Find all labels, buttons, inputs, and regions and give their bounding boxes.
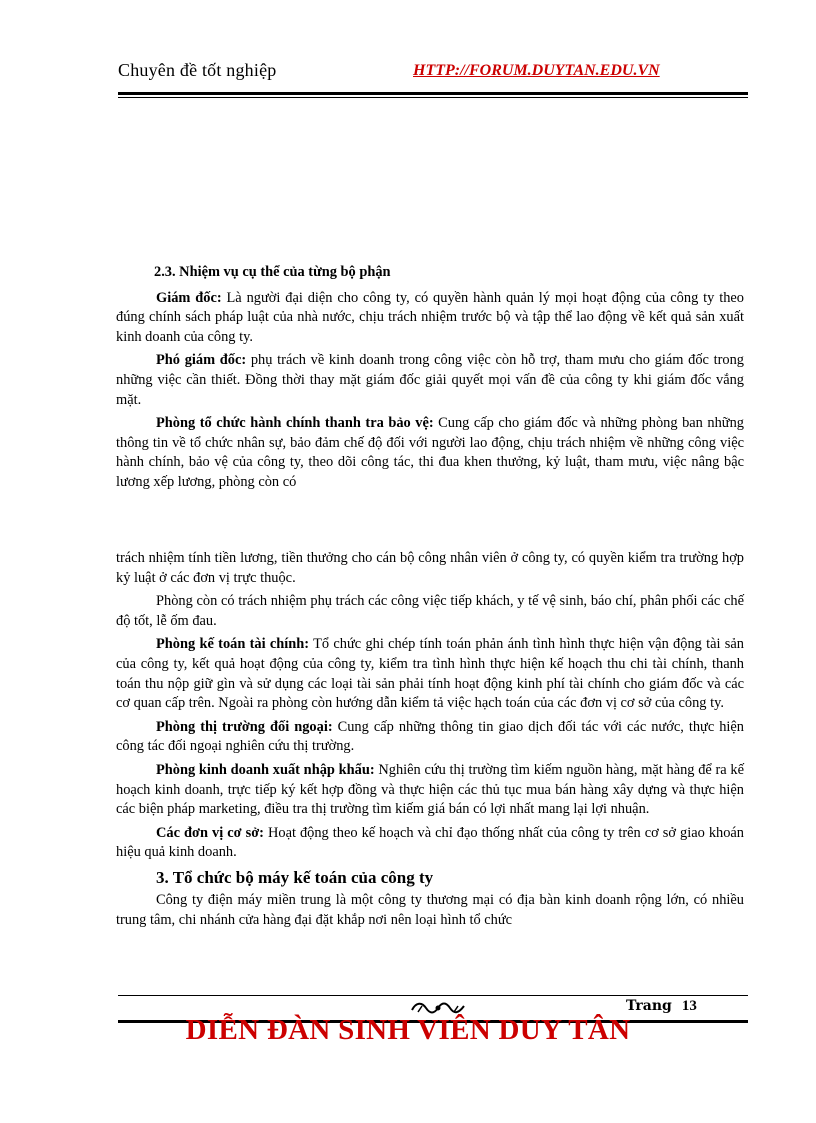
paragraph-giam-doc	[116, 289, 744, 348]
header-rule-thick	[118, 92, 748, 95]
forum-url-link[interactable]: HTTP://FORUM.DUYTAN.EDU.VN	[413, 62, 660, 79]
term-label: Phòng kinh doanh xuất nhập khẩu:	[156, 761, 375, 778]
term-label: Phòng kế toán tài chính:	[156, 636, 310, 653]
paragraph-phong-ke-toan	[116, 635, 744, 713]
term-label: Giám đốc:	[156, 289, 222, 306]
section-heading: 2.3. Nhiệm vụ cụ thể của từng bộ phận	[154, 264, 391, 280]
paragraph-phong-kinh-doanh	[116, 761, 744, 820]
paragraph-text: Là người đại diện cho công ty, có quyền hành quản lý mọi hoạt động của công ty theo đúng chính sách pháp luật của nhà nước, chịu trách nhiệm trước bộ và tập thể lao động về kết quả sản xuất kinh doanh của công ty.	[116, 289, 744, 345]
paragraph-text: phụ trách về kinh doanh trong công việc còn hỗ trợ, tham mưu cho giám đốc trong những việc cần thiết. Đồng thời thay mặt giám đốc giải quyết mọi vấn đề của công ty khi giám đốc vắng mặt.	[116, 352, 744, 408]
term-label: Phó giám đốc:	[156, 352, 247, 369]
page-number-value: 13	[681, 998, 697, 1014]
page-label: Trang	[626, 998, 672, 1014]
page-number	[626, 998, 697, 1015]
paragraph-text: Cung cấp những thông tin giao dịch đối tác với các nước, thực hiện công tác đối ngoại nghiên cứu thị trường.	[116, 718, 745, 755]
footer-rule-thin	[118, 995, 748, 996]
paragraph-cong-ty: Công ty điện máy miền trung là một công ty thương mại có địa bàn kinh doanh rộng lớn, có nhiều trung tâm, chi nhánh cửa hàng đại đặt khắp nơi nên loại hình tổ chức	[116, 891, 744, 928]
section-2-3	[116, 263, 744, 497]
header-rule-thin	[118, 97, 748, 98]
paragraph-text: Cung cấp cho giám đốc và những phòng ban những thông tin về tổ chức nhân sự, bảo đảm chế độ đối với người lao động, chịu trách nhiệm về những công việc hành chính, bảo vệ của công ty, theo dõi công tác, thi đua khen thưởng, kỷ luật, tham mưu, việc nâng bậc lương xếp lương, phòng còn có	[116, 415, 744, 490]
paragraph-phong-con: Phòng còn có trách nhiệm phụ trách các công việc tiếp khách, y tế vệ sinh, báo chí, phân phối các chế độ tốt, lễ ốm đau.	[116, 593, 744, 629]
paragraph-text: Nghiên cứu thị trường tìm kiếm nguồn hàng, mặt hàng để ra kế hoạch kinh doanh, trực tiếp ký kết hợp đồng và thực hiện các thủ tục mua bán hàng xây dựng và thực hiện các biện pháp marketing, điều tra thị trường tìm kiếm giá bán có lợi nhất mang lại lợi nhuận.	[116, 761, 744, 818]
paragraph-text: Tổ chức ghi chép tính toán phản ánh tình hình thực hiện vận động tài sản của công ty, kết quả hoạt động của công ty, kiểm tra tình hình thực hiện kế hoạch thu chi tài chính, thanh toán thu nộp giữ gìn và sử dụng các loại tài sản phải tính hoạt động kinh phí tài chính cho giám đốc và các cơ quan cấp trên. Ngoài ra phòng còn hướng dẫn kiểm tả việc hạch toán của các đơn vị cơ sở của công ty.	[116, 636, 744, 712]
section-3-heading: 3. Tổ chức bộ máy kế toán của công ty	[156, 867, 434, 887]
paragraph-pho-giam-doc	[116, 351, 744, 410]
document-title: Chuyên đề tốt nghiệp	[118, 60, 277, 80]
term-label: Các đơn vị cơ sở:	[156, 824, 264, 841]
term-label: Phòng tổ chức hành chính thanh tra bảo vệ:	[156, 415, 434, 432]
paragraph-text: Hoạt động theo kế hoạch và chỉ đạo thống nhất của công ty trên cơ sở giao khoán hiệu quả kinh doanh.	[116, 824, 744, 861]
section-2-3-continued	[116, 549, 744, 934]
paragraph-don-vi-co-so	[116, 824, 744, 863]
paragraph-phong-thi-truong	[116, 718, 744, 757]
paragraph-continuation: trách nhiệm tính tiền lương, tiền thưởng cho cán bộ công nhân viên ở công ty, có quyền kiểm tra trường hợp kỷ luật ở các đơn vị trực thuộc.	[116, 550, 744, 586]
term-label: Phòng thị trường đối ngoại:	[156, 718, 333, 735]
forum-banner: DIỄN ĐÀN SINH VIÊN DUY TÂN	[185, 1014, 631, 1046]
paragraph-phong-to-chuc	[116, 414, 744, 492]
